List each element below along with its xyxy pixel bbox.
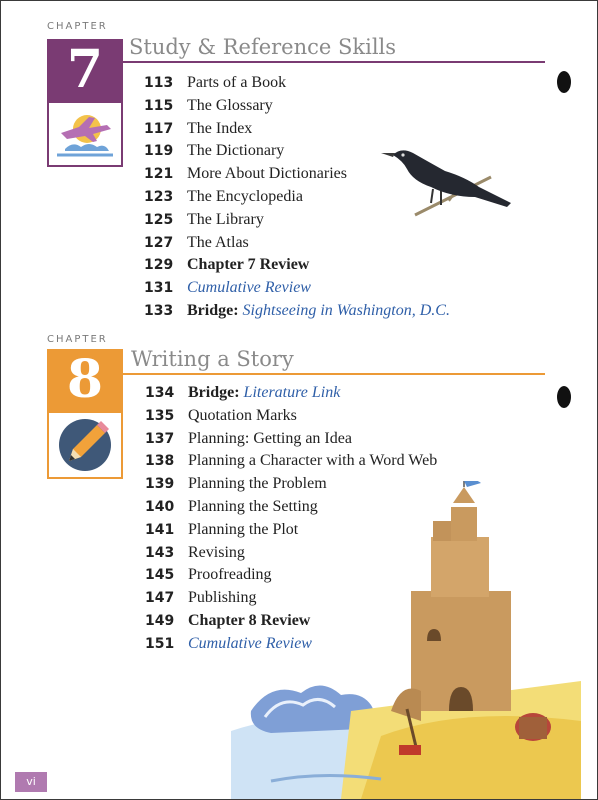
chapter-8-label: CHAPTER xyxy=(47,334,108,345)
toc-page-number: 139 xyxy=(145,476,175,493)
toc-page-number: 135 xyxy=(145,407,175,424)
toc-page-number: 119 xyxy=(144,143,174,160)
bridge-title: Sightseeing in Washington, D.C. xyxy=(242,302,450,319)
toc-page-number: 123 xyxy=(144,189,174,205)
page-folio: vi xyxy=(15,772,47,792)
bridge-title: Literature Link xyxy=(243,384,341,401)
toc-entry-title: More About Dictionaries xyxy=(187,165,347,183)
chapter-8-rule xyxy=(121,373,545,375)
binder-hole xyxy=(557,386,571,408)
bridge-label: Bridge: xyxy=(187,302,239,319)
toc-entry-title: Publishing xyxy=(188,589,257,607)
bird-illustration xyxy=(379,141,515,223)
toc-page-number: 127 xyxy=(144,234,174,251)
bridge-label: Bridge: xyxy=(188,384,240,401)
toc-page-number: 129 xyxy=(144,257,174,274)
airplane-icon xyxy=(49,103,121,165)
toc-entry-title: The Library xyxy=(187,210,264,228)
toc-page-number: 113 xyxy=(144,75,174,91)
toc-page-number: 137 xyxy=(145,430,175,447)
toc-entry-title: Cumulative Review xyxy=(188,634,312,652)
chapter-7-label: CHAPTER xyxy=(47,21,108,32)
toc-entry-title: The Index xyxy=(187,119,253,137)
toc-entry-title: Planning the Problem xyxy=(188,475,327,493)
toc-page-number: 131 xyxy=(144,280,174,297)
toc-page-number: 149 xyxy=(145,613,175,629)
toc-entry-title: Planning: Getting an Idea xyxy=(188,429,352,447)
chapter-7-icon-box xyxy=(47,101,123,167)
toc-entry-title: The Atlas xyxy=(187,233,249,251)
toc-entry-title: Chapter 8 Review xyxy=(188,612,311,629)
binder-hole xyxy=(557,71,571,93)
toc-page-number: 121 xyxy=(144,166,174,183)
chapter-7-title: Study & Reference Skills xyxy=(129,35,397,59)
toc-page-number: 134 xyxy=(145,385,175,401)
chapter-7-number: 7 xyxy=(47,39,123,101)
chapter-8-number: 8 xyxy=(47,349,123,411)
sandcastle-illustration xyxy=(231,481,581,799)
toc-entry-title: The Encyclopedia xyxy=(187,188,303,205)
chapter-7-rule xyxy=(121,61,545,63)
chapter-8-title: Writing a Story xyxy=(131,347,294,371)
toc-page-number: 115 xyxy=(144,97,174,114)
chapter-8-icon-box xyxy=(47,411,123,479)
toc-entry-title: Parts of a Book xyxy=(187,74,287,91)
toc-entry-title: Revising xyxy=(188,543,245,561)
toc-page-number: 147 xyxy=(145,590,175,607)
toc-entry-title: The Dictionary xyxy=(187,142,285,160)
toc-entry-title: Cumulative Review xyxy=(187,279,311,297)
toc-entry-title: Quotation Marks xyxy=(188,406,297,424)
toc-entry-title: Chapter 7 Review xyxy=(187,256,310,274)
toc-page-number: 151 xyxy=(145,635,175,652)
toc-page-number: 143 xyxy=(145,544,175,561)
toc-entry-title xyxy=(188,383,340,403)
toc-page-number: 140 xyxy=(145,499,175,515)
toc-page-number: 133 xyxy=(144,303,174,319)
pencil-icon xyxy=(49,413,121,477)
toc-entry-title xyxy=(187,301,450,321)
toc-page-number: 141 xyxy=(145,521,175,538)
toc-entry-title: The Glossary xyxy=(187,96,273,114)
toc-entry-title: Planning the Plot xyxy=(188,520,299,538)
toc-page-number: 117 xyxy=(144,120,174,137)
toc-page-number: 125 xyxy=(144,211,174,228)
toc-entry-title: Planning a Character with a Word Web xyxy=(188,452,438,470)
toc-entry-title: Proofreading xyxy=(188,566,272,584)
toc-page-number: 145 xyxy=(145,567,175,584)
toc-page-number: 138 xyxy=(145,453,175,470)
toc-entry-title: Planning the Setting xyxy=(188,498,318,515)
